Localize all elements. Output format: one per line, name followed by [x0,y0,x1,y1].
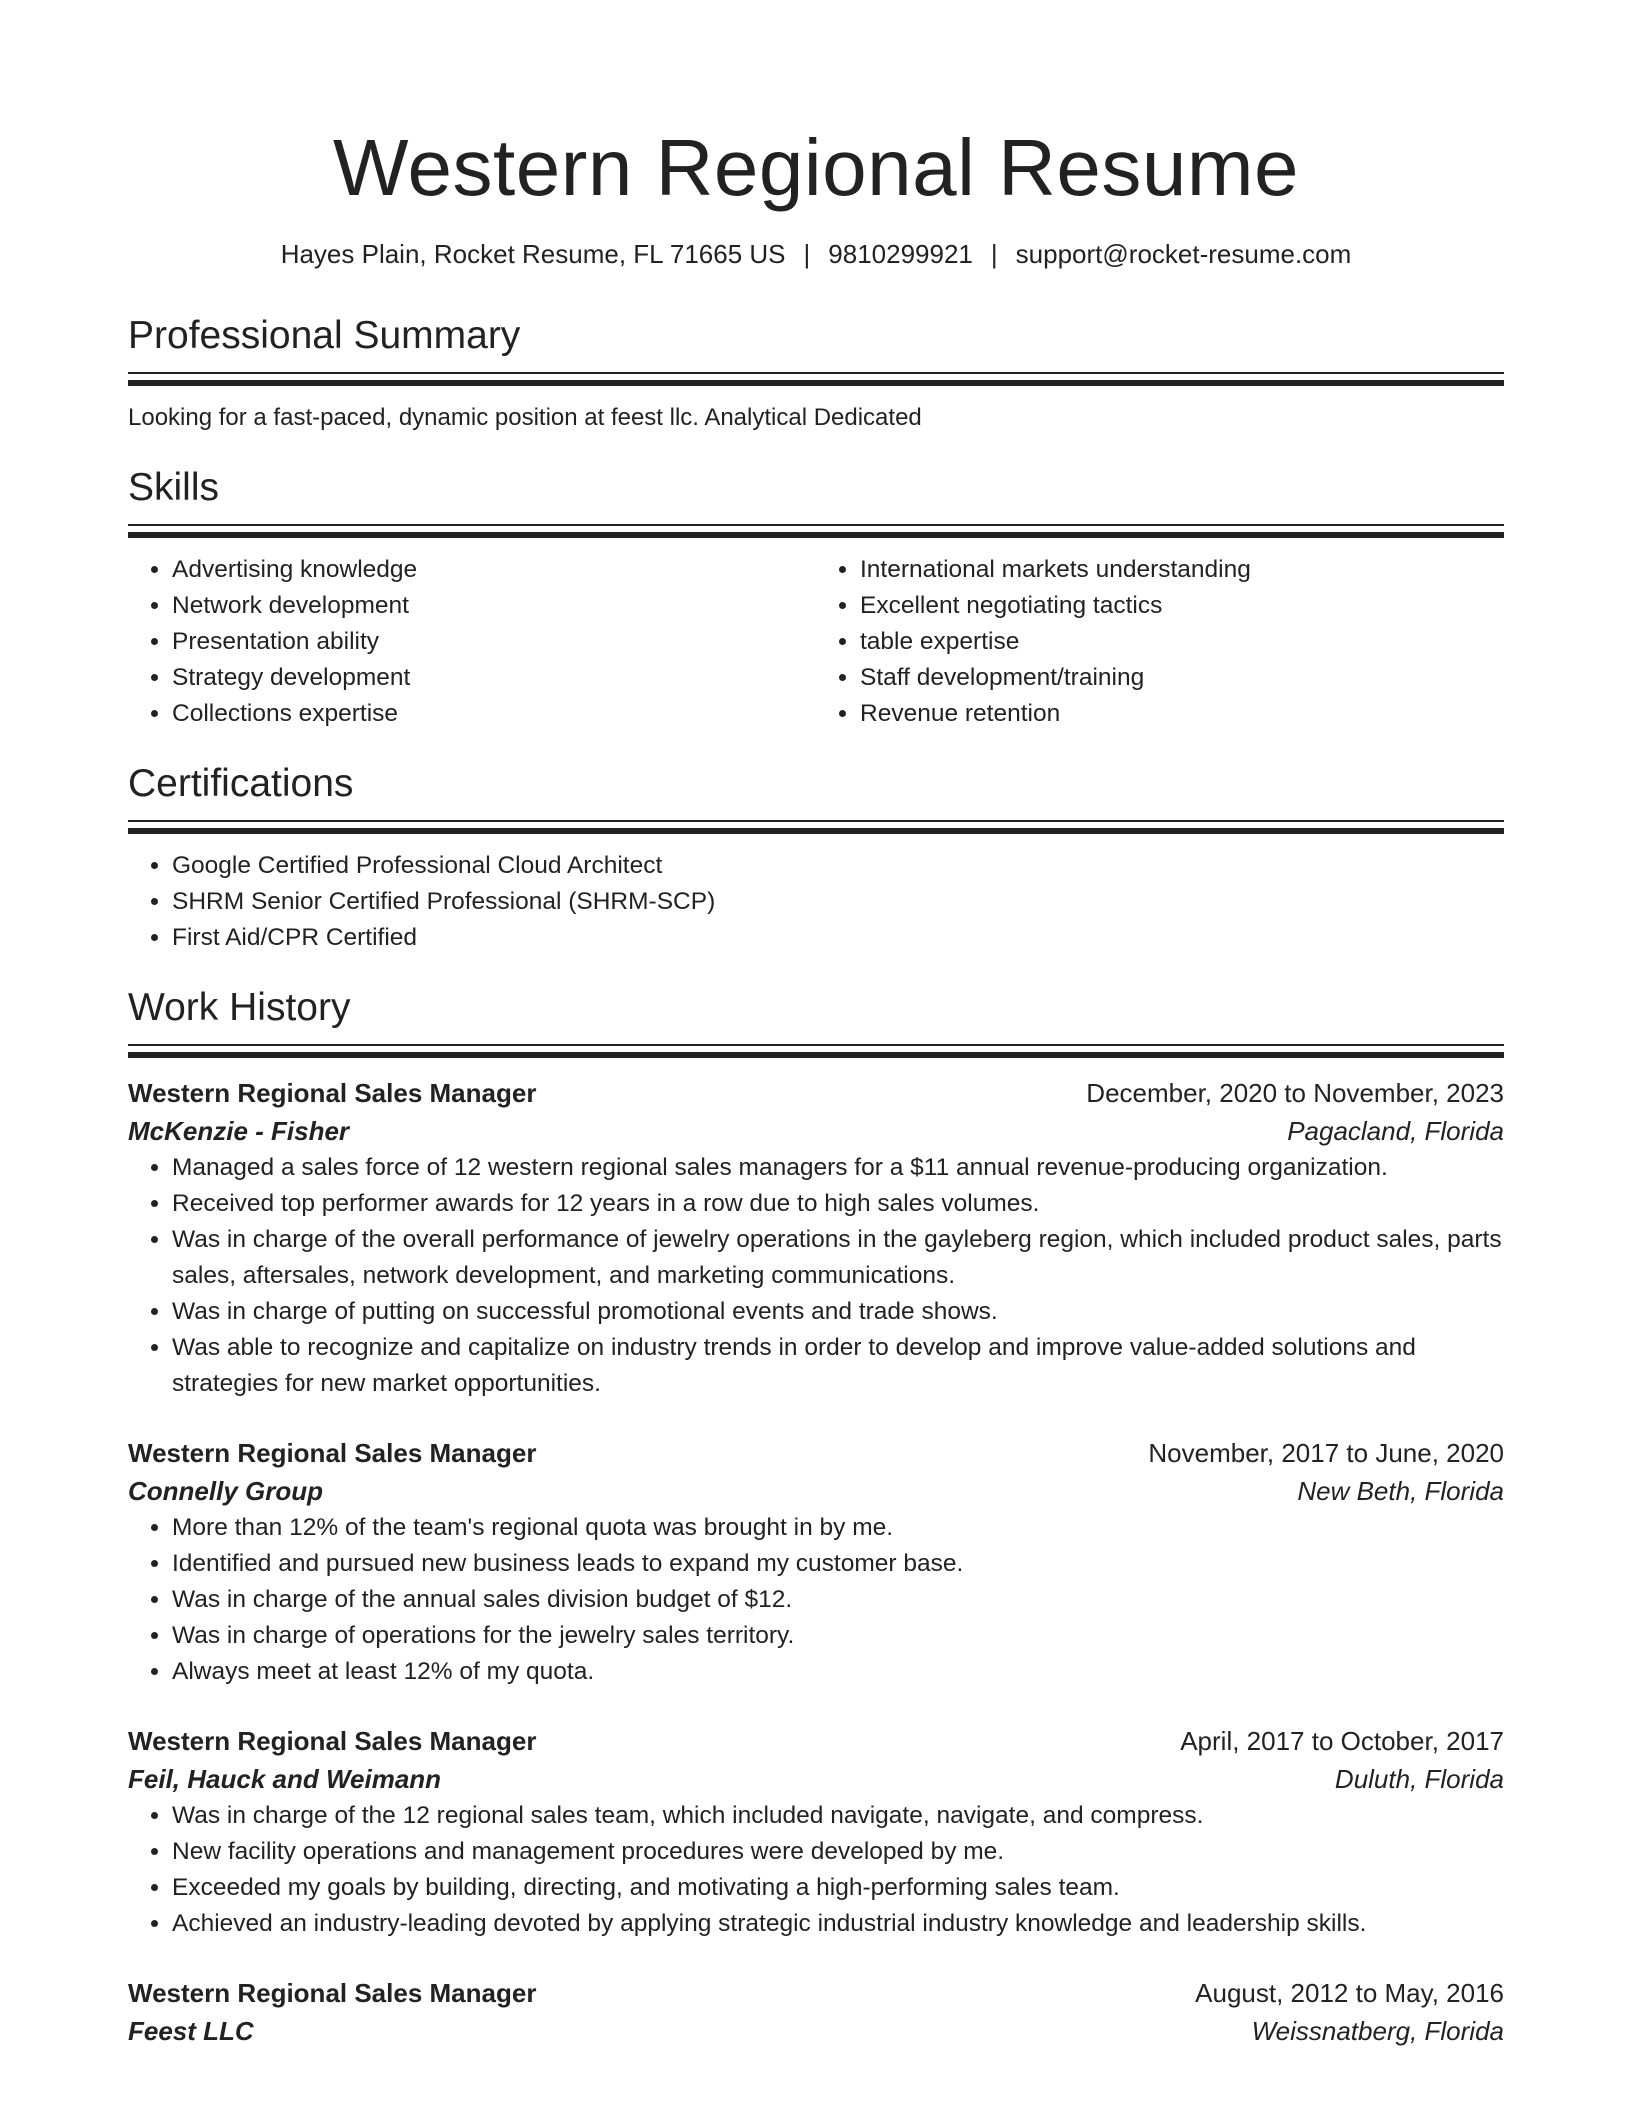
job-location: Duluth, Florida [1334,1764,1504,1794]
contact-separator: | [803,239,811,269]
job-bullet: • Was in charge of the annual sales division budget of $12. [172,1582,1504,1618]
job-location: Weissnatberg, Florida [1251,2016,1504,2046]
section-divider-thick [128,532,1504,538]
job-bullet: • Always meet at least 12% of my quota. [172,1654,1504,1690]
resume-page [128,0,1504,2050]
contact-email: support@rocket-resume.com [1015,239,1352,269]
contact-address: Hayes Plain, Rocket Resume, FL 71665 US [280,239,786,269]
section-divider-thick [128,1052,1504,1058]
section-divider [128,820,1504,822]
skill-item: • Revenue retention [860,696,1504,732]
skill-item: • Presentation ability [172,624,816,660]
skill-item: • Strategy development [172,660,816,696]
job-bullet: • Received top performer awards for 12 years in a row due to high sales volumes. [172,1186,1504,1222]
job-company: Feil, Hauck and Weimann [128,1764,442,1794]
job-bullet: • New facility operations and management procedures were developed by me. [172,1834,1504,1870]
job-location: Pagacland, Florida [1287,1116,1504,1146]
job-entry [128,1434,1504,1690]
skill-item: • Staff development/training [860,660,1504,696]
job-company: Feest LLC [128,2016,254,2046]
job-title: Western Regional Sales Manager [128,1078,537,1108]
job-bullet: • Identified and pursued new business leads to expand my customer base. [172,1546,1504,1582]
section-title-summary: Professional Summary [128,314,521,357]
job-bullet: • Was in charge of the overall performance of jewelry operations in the gayleberg region, which included product sales, parts sales, aftersales, network development, and marketing communications. [172,1222,1504,1294]
job-bullet: • Was in charge of operations for the jewelry sales territory. [172,1618,1504,1654]
job-title: Western Regional Sales Manager [128,1438,537,1468]
job-bullet: • Was in charge of putting on successful promotional events and trade shows. [172,1294,1504,1330]
job-title: Western Regional Sales Manager [128,1726,537,1756]
skills-column-right [816,552,1504,732]
work-history-section [128,984,1504,2050]
job-dates: April, 2017 to October, 2017 [1180,1726,1504,1756]
summary-section [128,312,1504,436]
section-title-work-history: Work History [128,986,351,1029]
skills-column-left [128,552,816,732]
job-bullet: • Was able to recognize and capitalize on industry trends in order to develop and improve value-added solutions and strategies for new market opportunities. [172,1330,1504,1402]
job-dates: August, 2012 to May, 2016 [1195,1978,1504,2008]
contact-line [128,236,1504,272]
job-title: Western Regional Sales Manager [128,1978,537,2008]
section-divider-thick [128,380,1504,386]
job-entry [128,1074,1504,1402]
job-bullet: • Exceeded my goals by building, directing, and motivating a high-performing sales team. [172,1870,1504,1906]
summary-text: Looking for a fast-paced, dynamic position at feest llc. Analytical Dedicated [128,404,922,431]
job-location: New Beth, Florida [1297,1476,1504,1506]
certifications-section [128,760,1504,956]
job-bullet: • More than 12% of the team's regional quota was brought in by me. [172,1510,1504,1546]
skills-section [128,464,1504,732]
job-dates: November, 2017 to June, 2020 [1148,1438,1504,1468]
skill-item: • Advertising knowledge [172,552,816,588]
section-title-certifications: Certifications [128,762,354,805]
skills-columns [128,552,1504,732]
skill-item: • Network development [172,588,816,624]
section-title-skills: Skills [128,466,220,509]
section-divider [128,524,1504,526]
skill-item: • table expertise [860,624,1504,660]
section-divider-thick [128,828,1504,834]
certification-item: • Google Certified Professional Cloud Architect [172,848,1504,884]
job-bullet: • Was in charge of the 12 regional sales team, which included navigate, navigate, and compress. [172,1798,1504,1834]
section-divider [128,1044,1504,1046]
job-entry [128,1974,1504,2050]
certification-item: • SHRM Senior Certified Professional (SHRM-SCP) [172,884,1504,920]
skill-item: • International markets understanding [860,552,1504,588]
job-entry [128,1722,1504,1942]
contact-separator: | [990,239,998,269]
job-company: McKenzie - Fisher [128,1116,350,1146]
skill-item: • Collections expertise [172,696,816,732]
skill-item: • Excellent negotiating tactics [860,588,1504,624]
job-bullet: • Managed a sales force of 12 western regional sales managers for a $11 annual revenue-producing organization. [172,1150,1504,1186]
contact-phone: 9810299921 [828,239,973,269]
job-bullet: • Achieved an industry-leading devoted by applying strategic industrial industry knowledge and leadership skills. [172,1906,1504,1942]
resume-title: Western Regional Resume [332,123,1300,212]
job-dates: December, 2020 to November, 2023 [1086,1078,1504,1108]
certification-item: • First Aid/CPR Certified [172,920,1504,956]
section-divider [128,372,1504,374]
job-company: Connelly Group [128,1476,323,1506]
